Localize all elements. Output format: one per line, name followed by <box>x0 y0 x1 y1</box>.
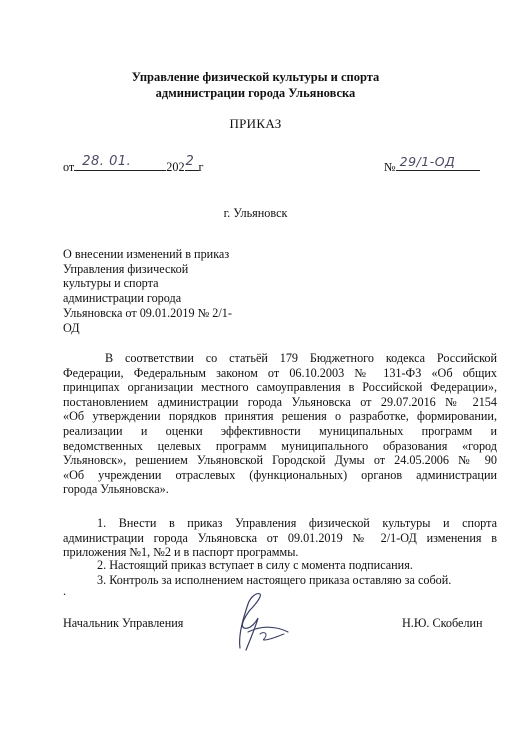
date-handwritten: 28. 01. <box>82 154 132 170</box>
subject-line: Ульяновска от 09.01.2019 № 2/1- <box>63 305 232 320</box>
subject-block <box>63 247 232 335</box>
date-field <box>63 154 204 175</box>
preamble-line: ведомственных целевых программ муниципального образования «город <box>63 438 497 453</box>
preamble-line: города Ульяновска». <box>63 482 169 497</box>
date-prefix: от <box>63 160 75 174</box>
org-name-line2: администрации города Ульяновска <box>155 86 356 100</box>
preamble-paragraph <box>63 351 497 497</box>
order-item-1-line: 1. Внести в приказ Управления физической культуры и спорта <box>97 516 497 530</box>
preamble-line: В соответствии со статьёй 179 Бюджетного кодекса Российской <box>105 351 497 365</box>
preamble-line: постановлением администрации города Ульяновска от 29.07.2016 № 2154 <box>63 394 497 409</box>
preamble-line: Ульяновск», решением Ульяновской Городской Думы от 24.05.2006 № 90 <box>63 453 497 468</box>
preamble-line: «Об утверждении порядков принятия решения о разработке, формировании, <box>63 409 497 424</box>
preamble-line: Федерации, Федеральным законом от 06.10.2003 № 131-ФЗ «Об общих <box>63 365 497 380</box>
city: г. Ульяновск <box>223 206 288 220</box>
year-suffix: г <box>198 160 204 174</box>
subject-line: администрации города <box>63 291 182 306</box>
handwritten-signature <box>226 588 296 654</box>
number-prefix: № <box>384 160 396 174</box>
order-item-1-line: администрации города Ульяновска от 09.01.2019 № 2/1-ОД изменения в <box>63 530 497 545</box>
number-blank <box>396 154 480 171</box>
order-item-3: 3. Контроль за исполнением настоящего приказа оставляю за собой. <box>97 573 452 587</box>
preamble-line: реализации и оценки эффективности муниципальных программ и <box>63 423 497 438</box>
subject-line: культуры и спорта <box>63 276 159 291</box>
subject-line: Управления физической <box>63 261 189 276</box>
date-blank <box>74 154 166 171</box>
year-handwritten: 2 <box>185 154 195 170</box>
year-prefix: 202 <box>166 160 185 174</box>
org-name-line1: Управление физической культуры и спорта <box>131 70 380 84</box>
subject-line: ОД <box>63 320 80 335</box>
subject-line: О внесении изменений в приказ <box>63 247 230 261</box>
order-item-2: 2. Настоящий приказ вступает в силу с момента подписания. <box>97 558 413 572</box>
preamble-line: принципах организации местного самоуправления в Российской Федерации», <box>63 380 497 395</box>
number-field <box>384 154 480 175</box>
order-item-1-line: приложения №1, №2 и в паспорт программы. <box>63 545 299 560</box>
order-item-1 <box>63 516 497 560</box>
document-title: ПРИКАЗ <box>229 116 282 131</box>
signatory-name: Н.Ю. Скобелин <box>402 616 483 630</box>
signatory-position: Начальник Управления <box>63 616 184 630</box>
number-handwritten: 29/1-ОД <box>399 154 456 170</box>
preamble-line: «Об учреждении отраслевых (функциональных) органов администрации <box>63 467 497 482</box>
stray-mark: . <box>63 584 67 598</box>
year-blank <box>185 154 199 171</box>
